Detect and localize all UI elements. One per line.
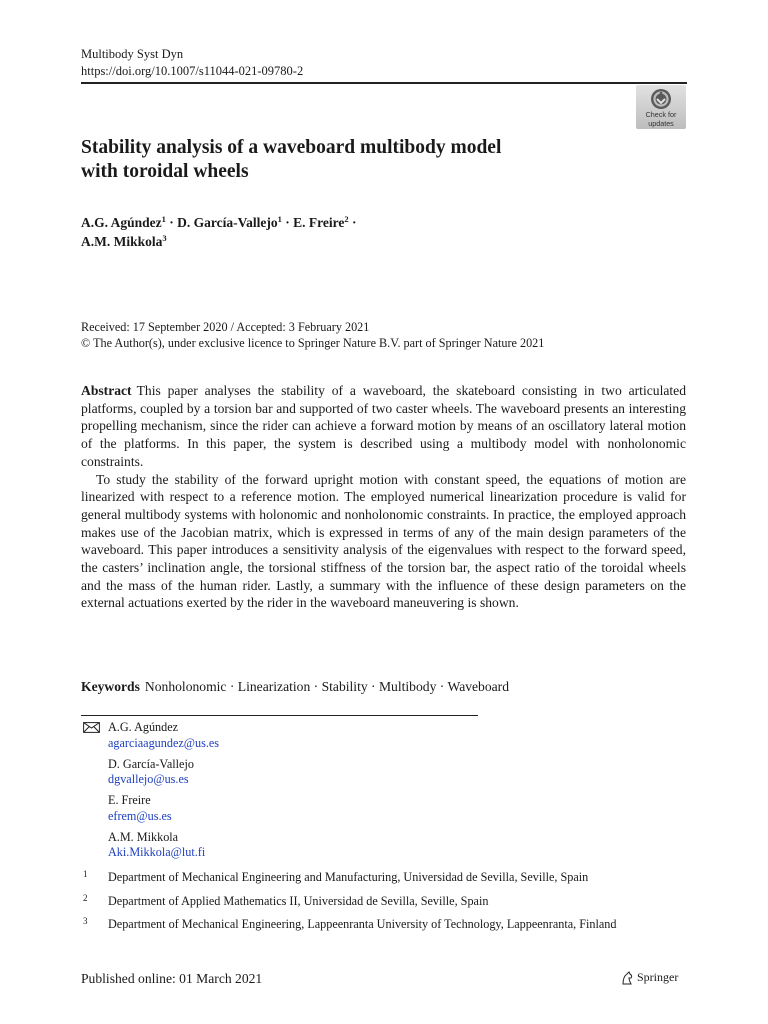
contact-email[interactable]: Aki.Mikkola@lut.fi xyxy=(108,845,206,859)
affiliation-text: Department of Mechanical Engineering and Manufacturing, Universidad de Sevilla, Seville, Spain xyxy=(108,870,589,884)
author-name: A.M. Mikkola xyxy=(81,233,163,249)
journal-name: Multibody Syst Dyn xyxy=(81,47,184,61)
keywords xyxy=(81,678,686,696)
contact-entry xyxy=(81,793,581,824)
keywords-heading: Keywords xyxy=(81,679,140,694)
author-name: D. García-Vallejo xyxy=(177,215,278,230)
springer-logo xyxy=(620,970,678,985)
contact-entry xyxy=(81,720,581,751)
affiliation-entry xyxy=(81,917,671,933)
author-affiliation-mark: 2 xyxy=(344,214,349,224)
contact-name: D. García-Vallejo xyxy=(108,756,194,771)
author-contacts xyxy=(81,720,581,866)
contact-name: A.G. Agúndez xyxy=(108,720,179,734)
check-updates-icon xyxy=(650,88,672,110)
published-online: Published online: 01 March 2021 xyxy=(81,971,263,986)
abstract-paragraph-1: This paper analyses the stability of a waveboard, the skateboard consisting in two articulated platforms, coupled by a torsion bar and supported of two caster wheels. The waveboard presents an interesting propelling mechanism, since the rider can achieve a forward motion by means of an oscillatory lateral motion of the platforms. In this paper, the system is described using a multibody model with nonholonomic constraints. xyxy=(81,383,686,469)
author-affiliation-mark: 3 xyxy=(162,232,167,243)
abstract-paragraph-2: To study the stability of the forward upright motion with constant speed, the equations of motion are linearized with respect to a reference motion. The employed numerical linearization procedure is valid for general multibody systems with holonomic and nonholonomic constraints. In practice, the employed approach makes use of the Jacobian matrix, which is expressed in terms of any of the main design parameters of the waveboard. This paper introduces a sensitivity analysis of the eigenvalues with respect to the forward speed, the casters’ inclination angle, the torsional stiffness of the torsion bar, the aspect ratio of the toroidal wheels and the mass of the human rider. Lastly, a summary with the influence of these design parameters on the external actuations exerted by the rider in the waveboard maneuvering is shown. xyxy=(81,471,686,611)
contact-email[interactable]: agarciaagundez@us.es xyxy=(108,735,220,750)
title-line-1: Stability analysis of a waveboard multibody model xyxy=(81,137,502,158)
author-name: E. Freire xyxy=(293,215,345,230)
affiliation-entry xyxy=(81,870,671,886)
contact-name: E. Freire xyxy=(108,793,151,807)
title-line-2: with toroidal wheels xyxy=(81,160,249,182)
check-updates-label-2: updates xyxy=(648,118,674,128)
paper-title xyxy=(81,136,641,183)
copyright-line: © The Author(s), under exclusive licence to Springer Nature B.V. part of Springer Nature 2021 xyxy=(81,336,545,350)
check-updates-label-1: Check for xyxy=(645,110,677,119)
affiliation-entry xyxy=(81,894,671,910)
received-accepted: Received: 17 September 2020 / Accepted: 3 February 2021 xyxy=(81,320,370,334)
footnote-rule xyxy=(81,715,478,716)
contact-email[interactable]: efrem@us.es xyxy=(108,808,172,823)
author-affiliation-mark: 1 xyxy=(277,214,282,224)
contact-entry xyxy=(81,757,581,788)
affiliation-text: Department of Mechanical Engineering, Lappeenranta University of Technology, Lappeenranta, Finland xyxy=(108,917,617,931)
author-name: A.G. Agúndez xyxy=(81,215,162,230)
header-rule xyxy=(81,82,687,84)
contact-email[interactable]: dgvallejo@us.es xyxy=(108,772,189,786)
affiliations xyxy=(81,870,671,941)
author-affiliation-mark: 1 xyxy=(161,214,166,224)
mail-icon xyxy=(83,722,100,733)
abstract xyxy=(81,382,686,612)
keywords-list: Nonholonomic · Linearization · Stability · Multibody · Waveboard xyxy=(144,679,510,694)
abstract-heading: Abstract xyxy=(81,383,132,398)
publication-dates xyxy=(81,319,687,351)
check-for-updates-badge[interactable] xyxy=(636,85,686,129)
affiliation-text: Department of Applied Mathematics II, Universidad de Sevilla, Seville, Spain xyxy=(108,893,489,908)
journal-header xyxy=(81,46,303,80)
author-list: A.G. Agúndez$^1$ · D. García-Vallejo$^1$ · E. Freire$^2$ · A.M. Mikkola$^3$ xyxy=(81,214,357,249)
contact-entry xyxy=(81,830,581,861)
affiliation-number: 3 xyxy=(83,916,88,926)
publisher-name: Springer xyxy=(637,970,679,984)
affiliation-number: 1 xyxy=(83,869,88,879)
affiliation-number: 2 xyxy=(83,892,88,903)
springer-horse-icon xyxy=(620,971,634,985)
doi-link[interactable]: https://doi.org/10.1007/s11044-021-09780-2 xyxy=(81,64,304,78)
contact-name: A.M. Mikkola xyxy=(108,829,179,844)
